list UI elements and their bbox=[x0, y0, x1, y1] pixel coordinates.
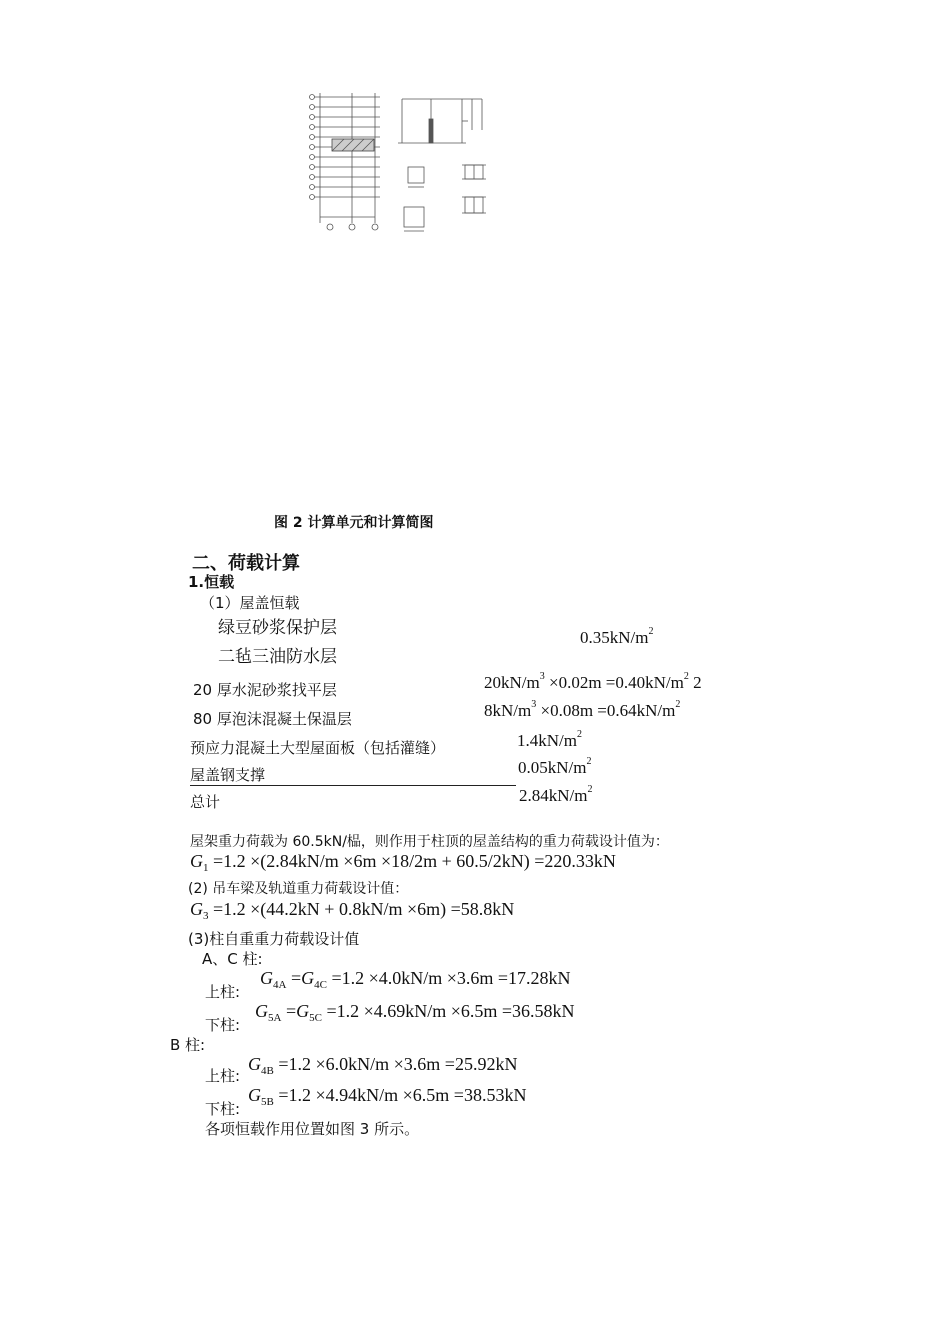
figure-caption: 图 2 计算单元和计算简图 bbox=[274, 515, 434, 531]
equation-ac-upper: $G_{4A} =G_{4C} =1.2 \times 4.0kN/m \times 3.6m =17.28kN$ bbox=[260, 968, 571, 991]
section-sketches bbox=[404, 165, 486, 231]
roof-dead-load-title: （1）屋盖恒载 bbox=[200, 594, 300, 612]
crane-beam-title: (2) 吊车梁及轨道重力荷载设计值： bbox=[188, 881, 409, 897]
equation-g3: $G_3 =1.2 \times(44.2kN + 0.8kN/m \times 6m) =58.8kN$ bbox=[190, 899, 515, 922]
roof-total-value: $2.84kN/m^2$ bbox=[519, 784, 593, 805]
frame-sketch bbox=[398, 99, 482, 143]
b-upper-label: 上柱: bbox=[205, 1067, 241, 1085]
b-column-label: B 柱: bbox=[170, 1036, 206, 1054]
roof-row-label: 二毡三油防水层 bbox=[218, 647, 337, 667]
roof-row-label: 绿豆砂浆保护层 bbox=[218, 618, 337, 638]
column-weight-title: (3)柱自重重力荷载设计值 bbox=[188, 930, 360, 948]
roof-row-label: 80 厚泡沫混凝土保温层 bbox=[193, 710, 352, 728]
equation-b-lower: $G_{5B} =1.2 \times 4.94kN/m \times 6.5m =38.53kN$ bbox=[248, 1085, 527, 1108]
roof-row-label: 屋盖钢支撑 bbox=[190, 764, 516, 786]
equation-b-upper: $G_{4B} =1.2 \times 6.0kN/m \times 3.6m =25.92kN$ bbox=[248, 1054, 518, 1077]
ac-column-label: A、C 柱: bbox=[202, 950, 263, 968]
truss-load-text: 屋架重力荷载为 60.5kN/榀，则作用于柱顶的屋盖结构的重力荷载设计值为： bbox=[190, 834, 669, 850]
roof-row-value: $8kN/m^3 \times 0.08m =0.64kN/m^2$ bbox=[484, 699, 681, 720]
roof-row-value: $20kN/m^3 \times 0.02m =0.40kN/m^2$ 2 bbox=[484, 671, 702, 692]
roof-row-label: 预应力混凝土大型屋面板（包括灌缝） bbox=[190, 739, 446, 757]
ac-lower-label: 下柱: bbox=[205, 1016, 241, 1034]
structural-figure bbox=[300, 85, 505, 235]
roof-row-value: $0.05kN/m^2$ bbox=[518, 756, 592, 777]
equation-g1: $G_1 =1.2 \times(2.84kN/m \times 6m \times 18/2m + 60.5/2kN) =220.33kN$ bbox=[190, 851, 616, 874]
roof-row-label: 20 厚水泥砂浆找平层 bbox=[193, 681, 337, 699]
ac-upper-label: 上柱: bbox=[205, 983, 241, 1001]
subheading-dead-load: 1.恒载 bbox=[188, 573, 235, 591]
section-heading: 二、荷载计算 bbox=[192, 553, 300, 574]
equation-ac-lower: $G_{5A} =G_{5C} =1.2 \times 4.69kN/m \times 6.5m =36.58kN$ bbox=[255, 1001, 575, 1024]
b-lower-label: 下柱: bbox=[205, 1100, 241, 1118]
roof-row-value: $1.4kN/m^2$ bbox=[517, 729, 582, 750]
closing-note: 各项恒载作用位置如图 3 所示。 bbox=[205, 1120, 420, 1138]
roof-row-value: $0.35kN/m^2$ bbox=[580, 626, 654, 647]
roof-total-label: 总计 bbox=[190, 793, 221, 811]
plan-grid bbox=[310, 93, 381, 230]
